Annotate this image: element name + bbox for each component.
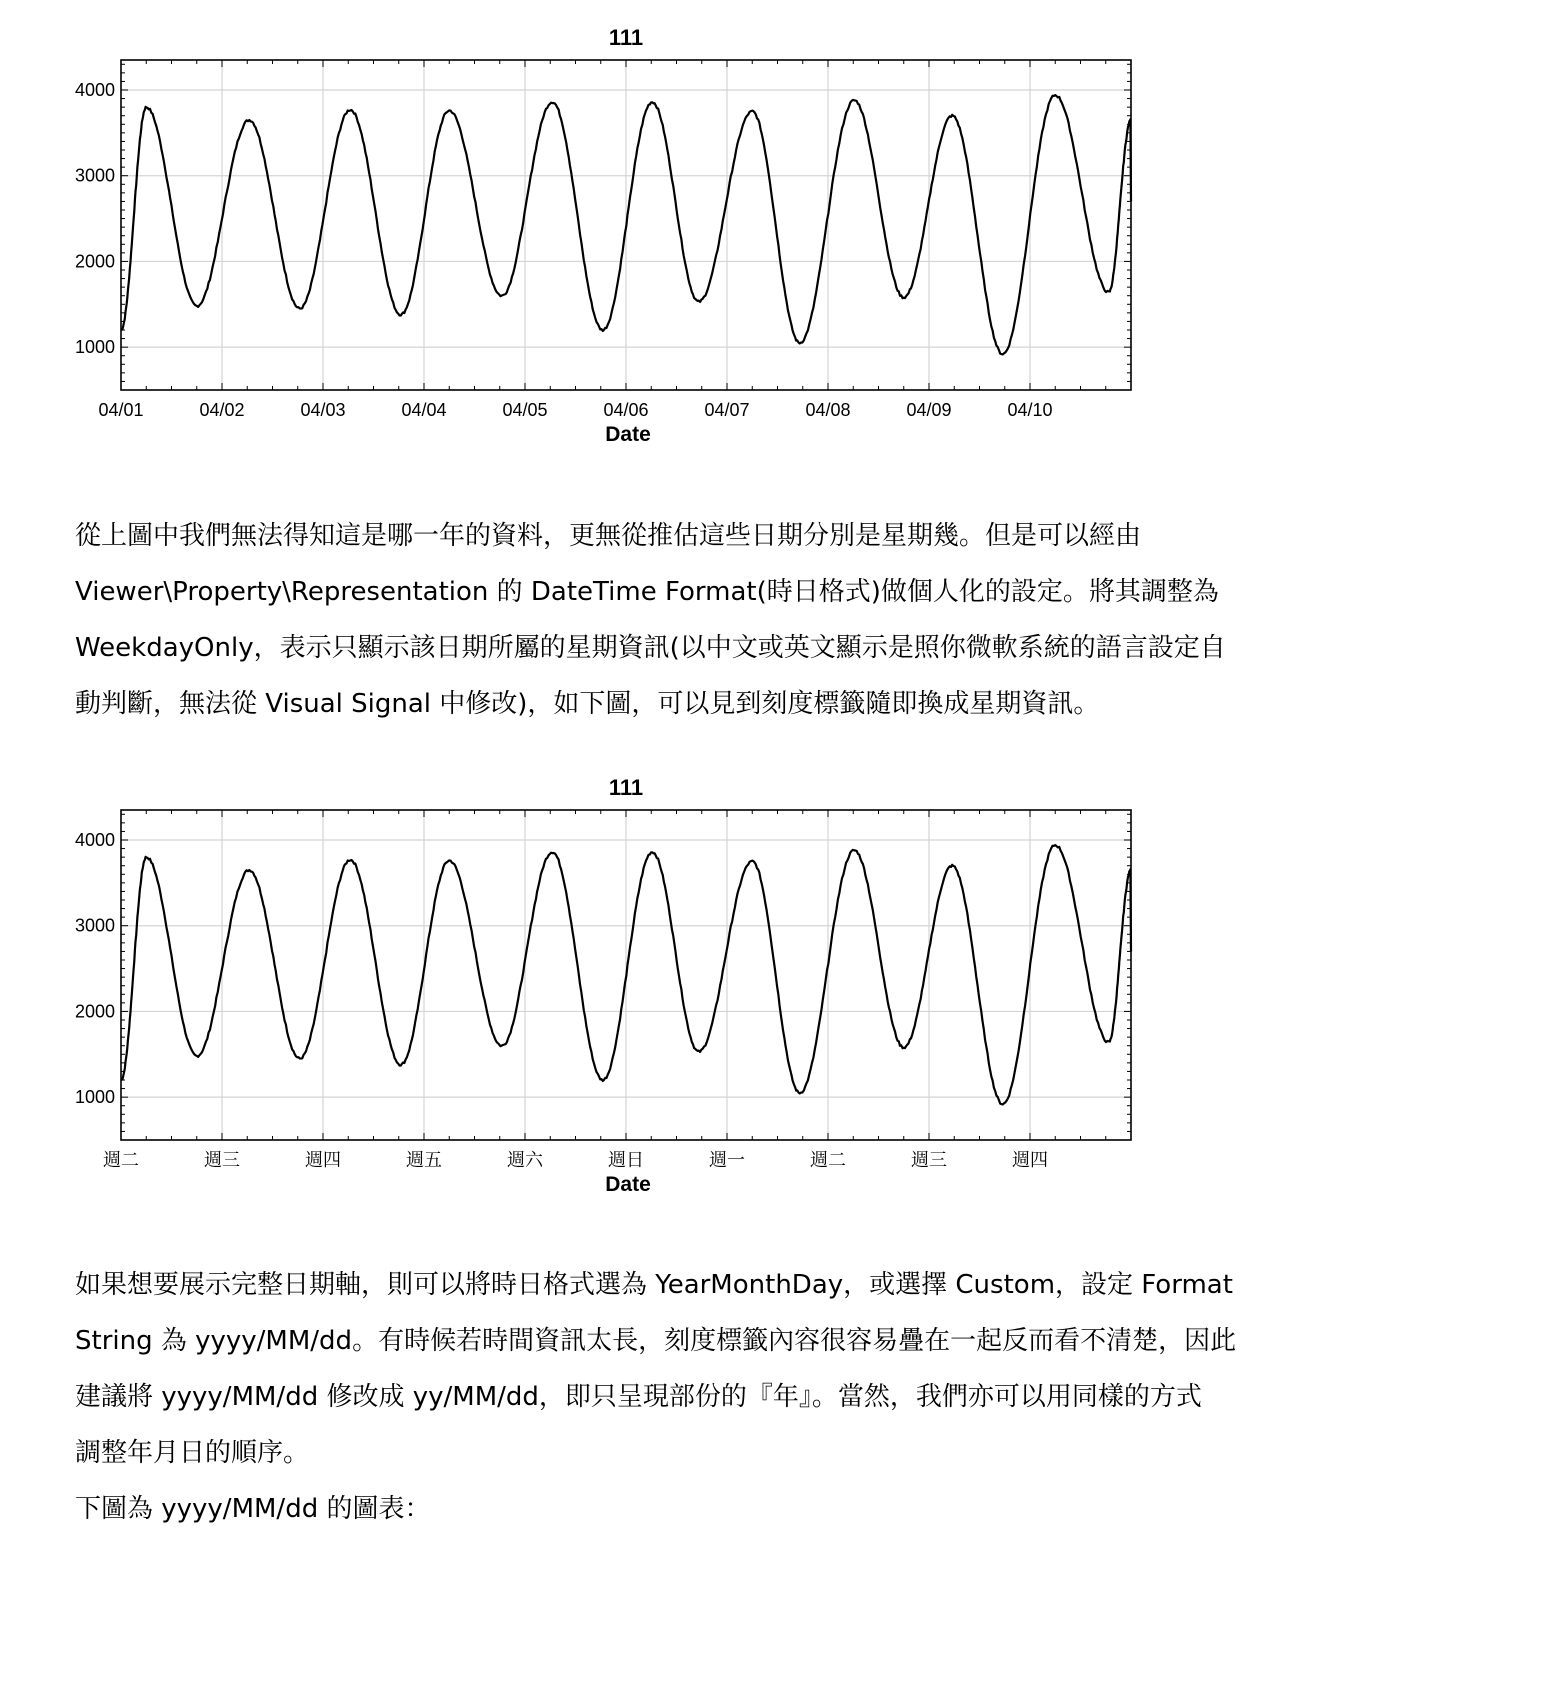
- paragraph-2-line-1: 如果想要展示完整日期軸，則可以將時日格式選為 YearMonthDay，或選擇 Custom，設定 Format: [75, 1270, 1233, 1300]
- chart-1-y-tick-label: 4000: [74, 80, 115, 100]
- chart-2-x-tick-label: 週一: [709, 1150, 745, 1170]
- chart-2-x-tick-label: 週二: [103, 1150, 139, 1170]
- paragraph-1-line-1: 從上圖中我們無法得知這是哪一年的資料，更無從推估這些日期分別是星期幾。但是可以經由: [75, 521, 1142, 551]
- chart-1-x-tick-label: 04/07: [704, 400, 750, 420]
- chart-1-y-tick-label: 2000: [74, 251, 115, 272]
- chart-2-svg: [0, 770, 1550, 1220]
- chart-2-x-tick-label: 週二: [810, 1150, 846, 1170]
- chart-1-y-tick-label: 1000: [74, 337, 115, 358]
- chart-1-x-tick-label: 04/08: [805, 400, 851, 420]
- paragraph-1-line-2: Viewer\Property\Representation 的 DateTime Format(時日格式)做個人化的設定。將其調整為: [75, 577, 1219, 607]
- paragraph-2-line-4: 調整年月日的順序。: [75, 1438, 310, 1468]
- chart-2-y-tick-label: 4000: [74, 830, 115, 850]
- chart-1-x-axis-title: Date: [605, 423, 651, 446]
- chart-1-x-tick-label: 04/04: [401, 400, 447, 420]
- chart-1-title: 111: [608, 25, 644, 50]
- chart-2-x-tick-label: 週三: [204, 1150, 240, 1170]
- chart-2-x-tick-label: 週三: [911, 1150, 947, 1170]
- chart-1-x-tick-label: 04/09: [906, 400, 952, 420]
- chart-2-x-tick-label: 週五: [406, 1150, 442, 1170]
- chart-1-y-tick-label: 3000: [74, 165, 115, 186]
- paragraph-1-line-3: WeekdayOnly，表示只顯示該日期所屬的星期資訊(以中文或英文顯示是照你微軟系統的語言設定自: [75, 633, 1226, 663]
- chart-2-y-tick-label: 2000: [74, 1001, 115, 1022]
- chart-2-x-axis-title: Date: [605, 1173, 651, 1196]
- paragraph-2-line-5: 下圖為 yyyy/MM/dd 的圖表：: [75, 1494, 431, 1524]
- paragraph-2: [75, 1257, 1495, 1537]
- chart-2-y-tick-label: 1000: [74, 1087, 115, 1108]
- chart-2-title: 111: [608, 775, 644, 800]
- chart-2-x-tick-label: 週日: [608, 1150, 644, 1170]
- chart-1-x-tick-label: 04/06: [603, 400, 649, 420]
- paragraph-1: [75, 508, 1495, 732]
- chart-1: [0, 20, 1550, 470]
- chart-1-x-tick-label: 04/02: [199, 400, 245, 420]
- paragraph-2-line-3: 建議將 yyyy/MM/dd 修改成 yy/MM/dd，即只呈現部份的『年』。當然，我們亦可以用同樣的方式: [75, 1382, 1202, 1412]
- chart-1-x-tick-label: 04/05: [502, 400, 548, 420]
- paragraph-1-line-4: 動判斷，無法從 Visual Signal 中修改)，如下圖，可以見到刻度標籤隨即換成星期資訊。: [75, 689, 1100, 719]
- chart-2-x-tick-label: 週四: [1012, 1150, 1048, 1170]
- chart-1-x-tick-label: 04/10: [1007, 400, 1053, 420]
- chart-1-x-tick-label: 04/03: [300, 400, 346, 420]
- chart-2-y-tick-label: 3000: [74, 915, 115, 936]
- paragraph-2-line-2: String 為 yyyy/MM/dd。有時候若時間資訊太長，刻度標籤內容很容易疊在一起反而看不清楚，因此: [75, 1326, 1237, 1356]
- chart-1-x-tick-label: 04/01: [98, 400, 144, 420]
- chart-2-x-tick-label: 週六: [507, 1150, 543, 1170]
- chart-2-x-tick-label: 週四: [305, 1150, 341, 1170]
- chart-1-svg: [0, 20, 1550, 470]
- chart-2: [0, 770, 1550, 1220]
